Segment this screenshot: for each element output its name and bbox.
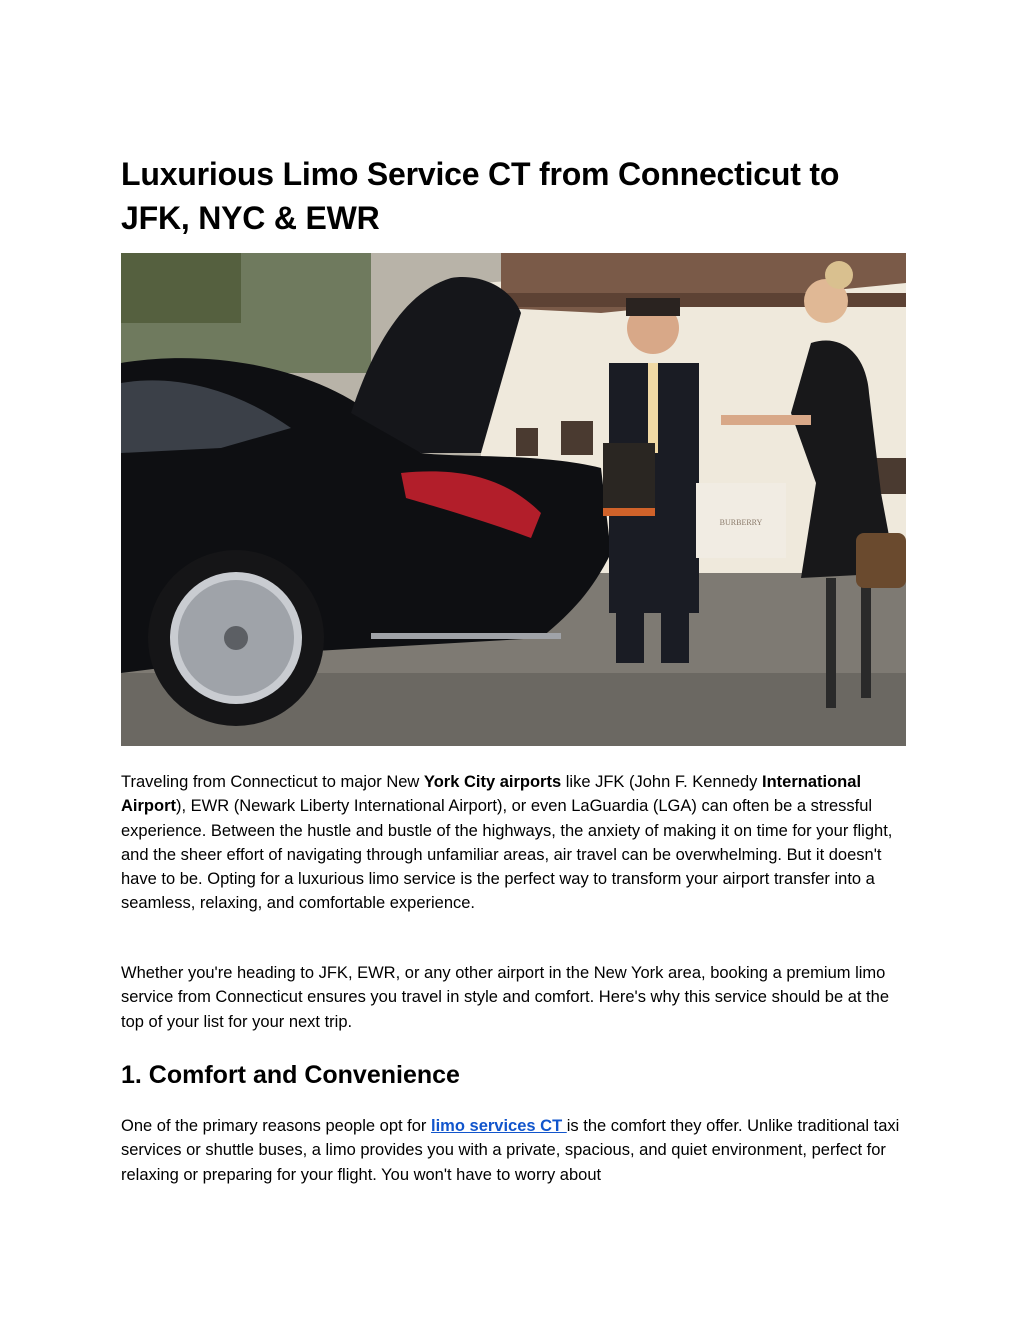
hero-photo-illustration <box>121 253 906 746</box>
intro-text-3: ), EWR (Newark Liberty International Airport), or even LaGuardia (LGA) can often be a stressful experience. Between the hustle and bustle of the highways, the anxiety of making it on time for your flight, and the sheer effort of navigating through unfamiliar areas, air travel can be overwhelming. But it doesn't have to be. Opting for a luxurious limo service is the perfect way to transform your airport transfer into a seamless, relaxing, and comfortable experience. <box>121 797 893 913</box>
section-1-heading: 1. Comfort and Convenience <box>121 1061 460 1089</box>
section-1-text-2: is the comfort they offer. Unlike traditional taxi services or shuttle buses, a limo provides you with a private, spacious, and quiet environment, perfect for relaxing or preparing for your flight. You won't have to worry about <box>121 1117 900 1184</box>
hero-image <box>121 253 906 746</box>
page-title: Luxurious Limo Service CT from Connecticut to JFK, NYC & EWR <box>121 156 840 236</box>
paragraph-2: Whether you're heading to JFK, EWR, or any other airport in the New York area, booking a premium limo service from Connecticut ensures you travel in style and comfort. Here's why this service should be at the top of your list for your next trip. <box>121 964 889 1031</box>
section-1-paragraph <box>121 1114 906 1187</box>
intro-bold-international-airport: International Airport <box>121 773 862 816</box>
intro-text-2: like JFK (John F. Kennedy <box>561 773 763 791</box>
limo-services-ct-link[interactable]: limo services CT <box>431 1117 567 1135</box>
intro-bold-york-city-airports: York City airports <box>423 773 562 791</box>
bag-label: BURBERRY <box>719 518 763 527</box>
intro-paragraph <box>121 770 906 916</box>
intro-text-1: Traveling from Connecticut to major New <box>121 773 424 791</box>
section-1-text-1: One of the primary reasons people opt for <box>121 1117 432 1135</box>
